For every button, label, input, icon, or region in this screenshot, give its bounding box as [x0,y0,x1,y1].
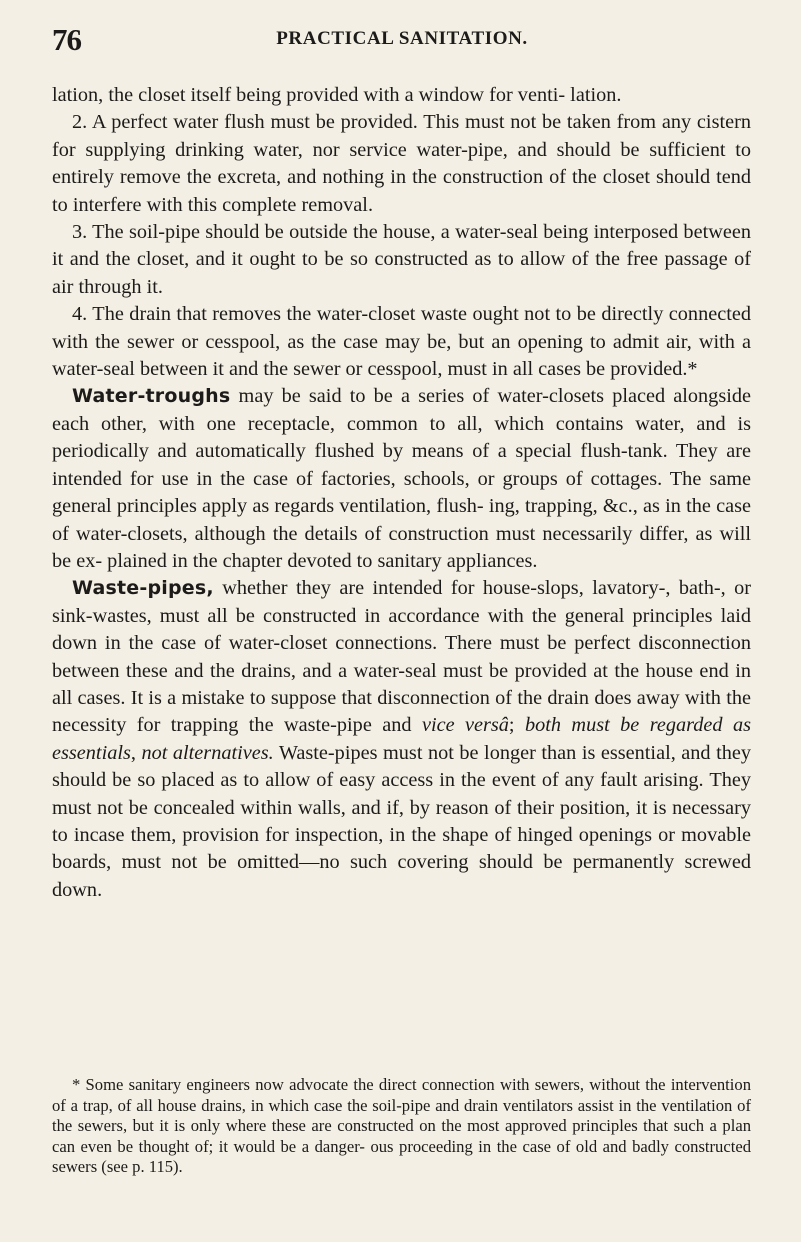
paragraph-water-troughs [52,383,751,575]
page-header [52,22,752,56]
waste-pipes-text-4: Waste-pipes must not be longer than is essential, and they should be so placed as to allow of easy access in the event of any fault arising. They must not be concealed within walls, and if, by reason of their position, it is necessary to incase them, provision for inspection, in the shape of hinged openings or movable boards, must not be omitted—no such covering should be permanently screwed down. [52,741,752,901]
waste-pipes-text-3: , [130,741,142,764]
waste-pipes-italic-1: vice versâ [421,714,509,737]
waste-pipes-text-1: whether they are intended for house-slops, lavatory-, bath-, or sink-wastes, must all be constructed in accordance with the general principles laid down in the case of water-closet connections. There must be perfect disconnection between these and the drains, and a water-seal must be provided at the house end in all cases. It is a mistake to suppose that disconnection of the drain does away with the necessity for trapping the waste-pipe and [52,577,751,737]
waste-pipes-italic-3: not alternatives. [141,741,274,764]
waste-pipes-italic-2: both must be regarded as essentials [52,714,751,764]
page-number: 76 [52,22,81,57]
paragraph-waste-pipes [52,575,751,904]
paragraph-3: 3. The soil-pipe should be outside the house, a water-seal being interposed between it and the closet, and it ought to be so constructed as to allow of the free passage of air through it. [52,221,751,298]
paragraph-continuation: lation, the closet itself being provided with a window for venti- lation. [52,84,622,106]
waste-pipes-heading: Waste-pipes, [72,577,214,600]
body-text [52,82,751,904]
running-title: PRACTICAL SANITATION. [276,28,528,49]
paragraph-4: 4. The drain that removes the water-closet waste ought not to be directly connected with the sewer or cesspool, as the case may be, but an opening to admit air, with a water-seal between it and the sewer or cesspool, must in all cases be provided.* [52,303,751,381]
waste-pipes-text-2: ; [508,714,525,737]
water-troughs-heading: Water-troughs [72,385,231,408]
water-troughs-text: may be said to be a series of water-closets placed alongside each other, with one receptacle, common to all, which contains water, and is periodically and automatically flushed by means of a special flush-tank. They are intended for use in the case of factories, schools, or groups of cottages. The same general principles apply as regards ventilation, flush- ing, trapping, &c., as in the case of water-closets, although the details of construction must necessarily differ, as will be ex- plained in the chapter devoted to sanitary appliances. [52,385,751,572]
footnote: * Some sanitary engineers now advocate the direct connection with sewers, without the intervention of a trap, of all house drains, in which case the soil-pipe and drain ventilators assist in the ventilation of the sewers, but it is only where these are constructed on the most approved principles that such a plan can even be thought of; it would be a danger- ous proceeding in the case of old and badly constructed sewers (see p. 115). [52,1075,751,1177]
paragraph-2: 2. A perfect water flush must be provided. This must not be taken from any cistern for supplying drinking water, nor service water-pipe, and should be sufficient to entirely remove the excreta, and nothing in the construction of the closet should tend to interfere with this complete removal. [52,111,751,216]
